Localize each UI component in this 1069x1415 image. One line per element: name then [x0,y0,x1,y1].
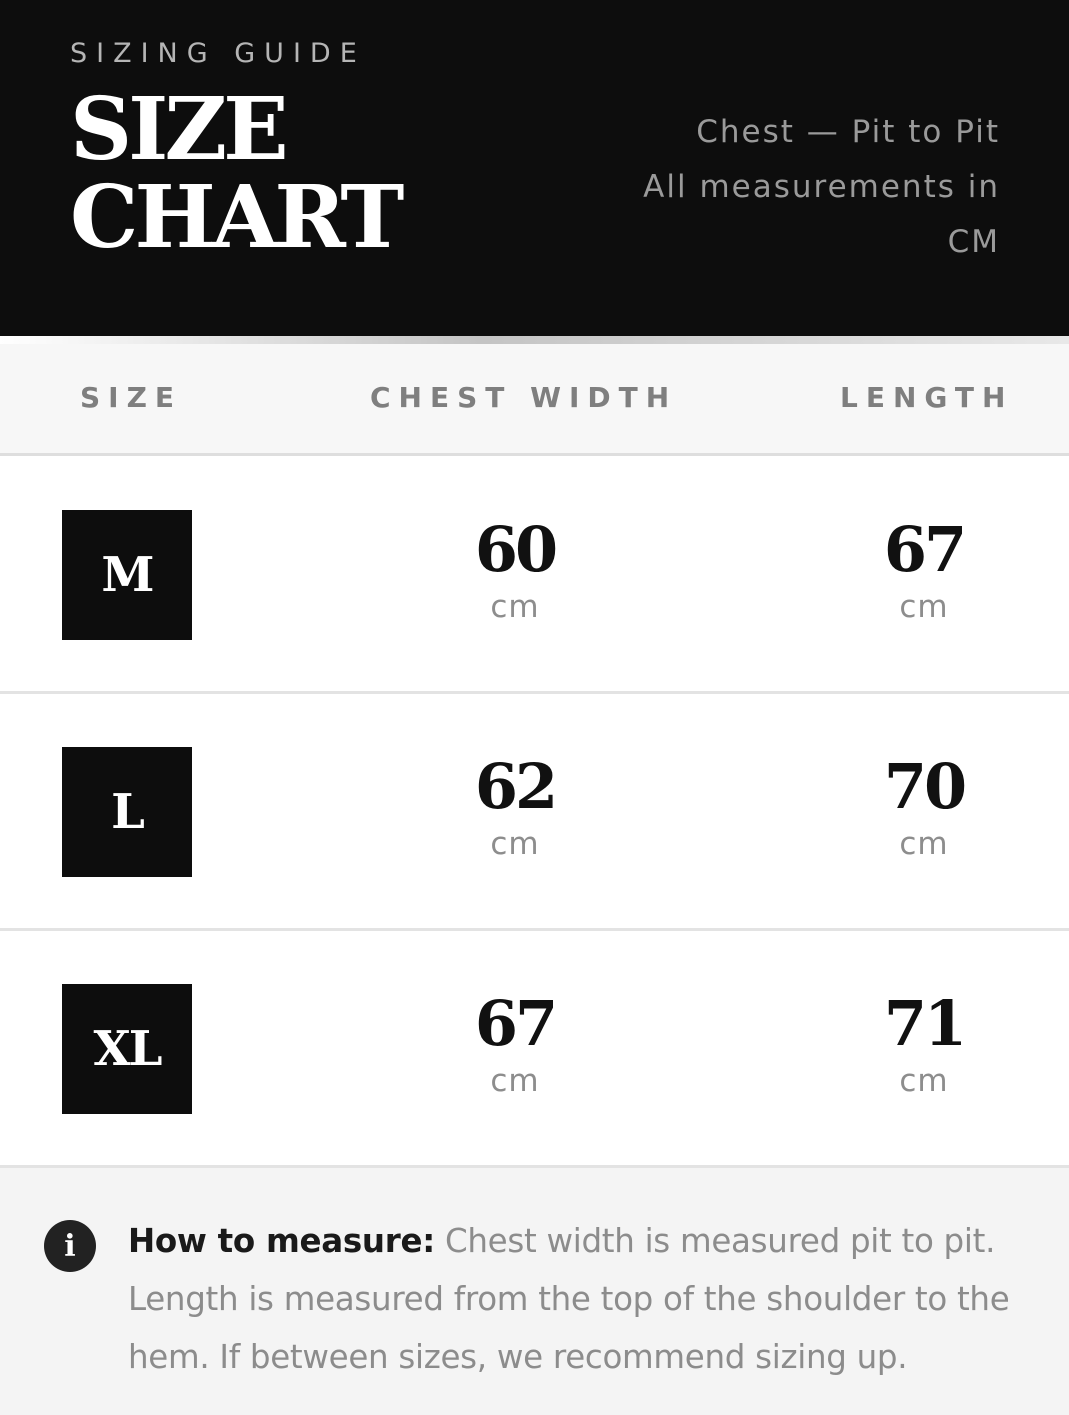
info-line-3: CM [947,224,1000,260]
title-line-1: SIZE [70,79,285,180]
size-badge: L [62,747,192,877]
table-header [0,344,1069,456]
column-header-size: SIZE [80,381,183,414]
note-text [128,1212,1028,1386]
size-badge: M [62,510,192,640]
info-line-1: Chest — Pit to Pit [696,114,1000,150]
chest-width-value: 67 [474,987,556,1060]
length-unit: cm [899,1063,949,1099]
note-body: Chest width is measured pit to pit. Length is measured from the top of the shoulder to the hem. If between sizes, we recommend sizing up. [128,1222,1010,1376]
title-line-2: CHART [70,167,401,268]
length-unit: cm [899,589,949,625]
length-cell [824,749,1024,863]
length-value: 67 [883,513,965,586]
size-badge: XL [62,984,192,1114]
length-value: 71 [883,987,965,1060]
chest-width-unit: cm [490,589,540,625]
chest-width-unit: cm [490,1063,540,1099]
length-unit: cm [899,826,949,862]
info-line-2: All measurements in [643,169,1000,205]
chest-width-cell [415,986,615,1100]
table-row [0,931,1069,1168]
length-value: 70 [883,750,965,823]
column-header-length: LENGTH [840,381,1014,414]
header [0,0,1069,336]
page-title [70,79,490,268]
info-icon: i [44,1220,96,1272]
chest-width-unit: cm [490,826,540,862]
header-divider [0,336,1069,344]
measure-note [0,1168,1069,1415]
note-label: How to measure: [128,1222,435,1260]
chest-width-value: 60 [474,513,556,586]
chest-width-value: 62 [474,750,556,823]
chest-width-cell [415,512,615,626]
chest-width-cell [415,749,615,863]
column-header-chest-width: CHEST WIDTH [370,381,678,414]
eyebrow-label: SIZING GUIDE [70,38,366,69]
length-cell [824,986,1024,1100]
length-cell [824,512,1024,626]
table-row [0,457,1069,694]
measurement-info [580,105,1000,270]
table-row [0,694,1069,931]
